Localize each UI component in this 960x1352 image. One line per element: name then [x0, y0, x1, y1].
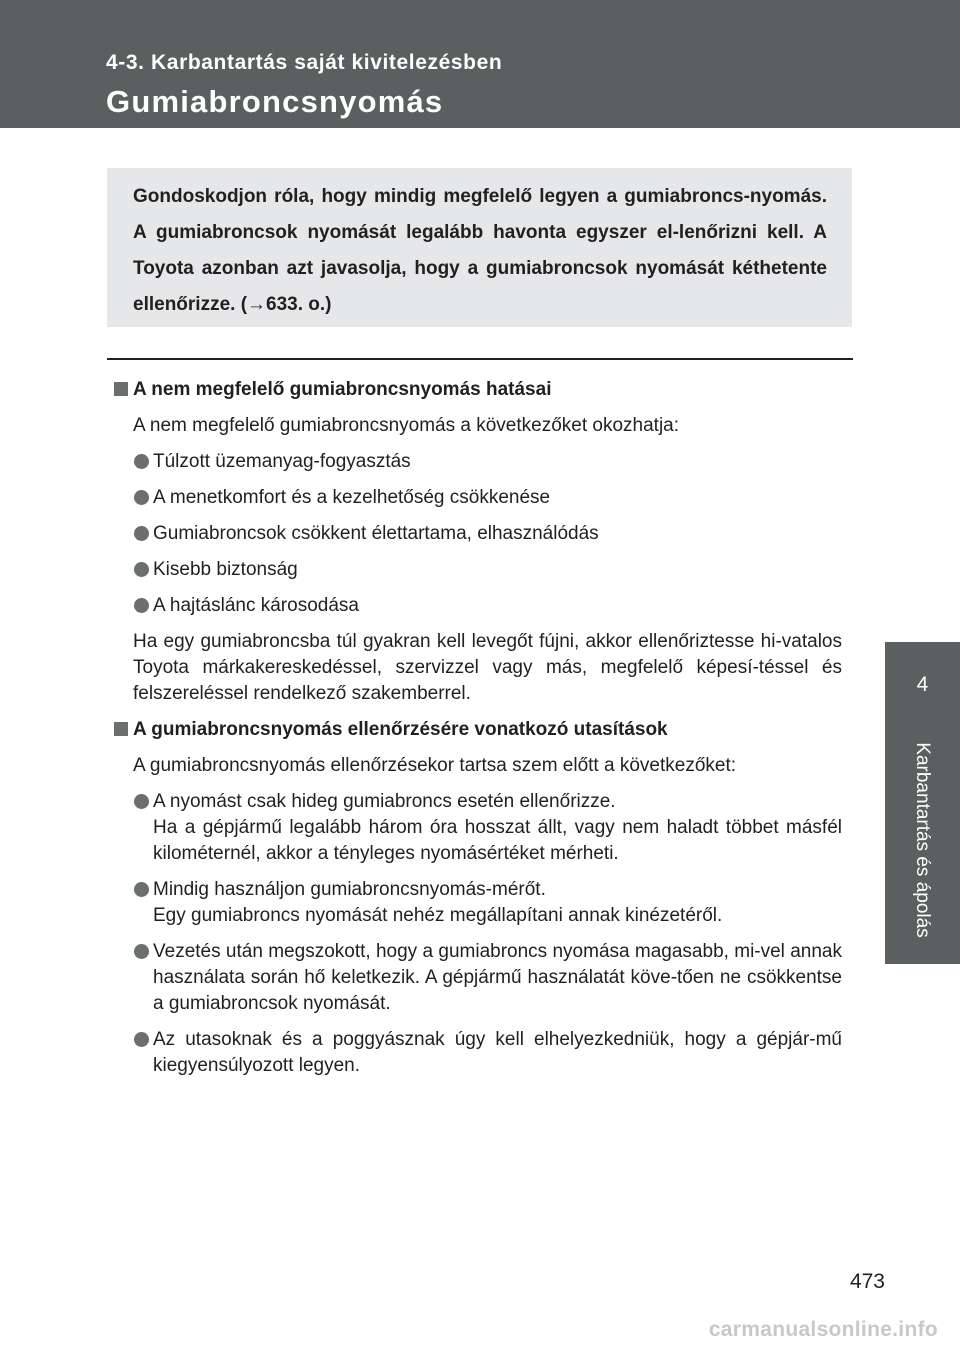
section-heading-text: A nem megfelelő gumiabroncsnyomás hatásai [133, 379, 552, 400]
square-bullet-icon [114, 722, 128, 736]
section-heading [112, 717, 842, 743]
list-item: A menetkomfort és a kezelhetőség csökkenése [112, 485, 842, 511]
square-bullet-icon [114, 382, 128, 396]
round-bullet-icon [134, 490, 149, 505]
round-bullet-icon [134, 562, 149, 577]
list-item: A hajtáslánc károsodása [112, 593, 842, 619]
page-number: 473 [849, 1270, 885, 1293]
round-bullet-icon [134, 526, 149, 541]
intro-text: Gondoskodjon róla, hogy mindig megfelelő legyen a gumiabroncs-nyomás. A gumiabroncsok nyomását legalább havonta egyszer el-lenőrizni kell. A Toyota azonban azt javasolja, hogy a gumiabroncsok nyomását kéthetente ellenőrizze. (→633. o.) [133, 186, 827, 315]
chapter-number: 4 [916, 673, 929, 696]
section-heading [112, 377, 842, 403]
section-lead: A nem megfelelő gumiabroncsnyomás a következőket okozhatja: [133, 415, 680, 436]
section-note: Ha egy gumiabroncsba túl gyakran kell levegőt fújni, akkor ellenőriztesse hi-vatalos Toyota márkakereskedéssel, szervizzel vagy más, megfelelő képesí-téssel és felszereléssel rendelkező szakemberrel. [133, 631, 842, 704]
section-label: 4-3. Karbantartás saját kivitelezésben [106, 51, 503, 74]
round-bullet-icon [134, 454, 149, 469]
section-heading-text: A gumiabroncsnyomás ellenőrzésére vonatkozó utasítások [133, 719, 668, 740]
round-bullet-icon [134, 794, 149, 809]
page-title: Gumiabroncsnyomás [106, 84, 444, 119]
divider [107, 358, 853, 360]
round-bullet-icon [134, 944, 149, 959]
chapter-tab [885, 642, 960, 964]
list-item: Túlzott üzemanyag-fogyasztás [112, 449, 842, 475]
section-lead: A gumiabroncsnyomás ellenőrzésekor tartsa szem előtt a következőket: [133, 755, 737, 776]
intro-box [107, 168, 852, 327]
bullet-list [112, 789, 842, 1079]
page-header [0, 0, 960, 128]
chapter-label: Karbantartás és ápolás [912, 742, 933, 938]
watermark: carmanualsonline.info [708, 1318, 938, 1341]
round-bullet-icon [134, 1032, 149, 1047]
list-item: Vezetés után megszokott, hogy a gumiabroncs nyomása magasabb, mi-vel annak használata során hő keletkezik. A gépjármű használatát köve-tően ne csökkentse a gumiabroncsok nyomását. [112, 939, 842, 1017]
bullet-list [112, 449, 842, 619]
list-item: Mindig használjon gumiabroncsnyomás-mérőt. Egy gumiabroncs nyomását nehéz megállapítani annak kinézetéről. [112, 877, 842, 929]
round-bullet-icon [134, 598, 149, 613]
list-item: A nyomást csak hideg gumiabroncs esetén ellenőrizze. Ha a gépjármű legalább három óra hosszat állt, vagy nem haladt többet másfél kilométernél, akkor a tényleges nyomásértéket mérheti. [112, 789, 842, 867]
round-bullet-icon [134, 882, 149, 897]
list-item: Az utasoknak és a poggyásznak úgy kell elhelyezkedniük, hogy a gépjár-mű kiegyensúlyozott legyen. [112, 1027, 842, 1079]
list-item: Kisebb biztonság [112, 557, 842, 583]
list-item: Gumiabroncsok csökkent élettartama, elhasználódás [112, 521, 842, 547]
main-content [112, 377, 842, 1089]
